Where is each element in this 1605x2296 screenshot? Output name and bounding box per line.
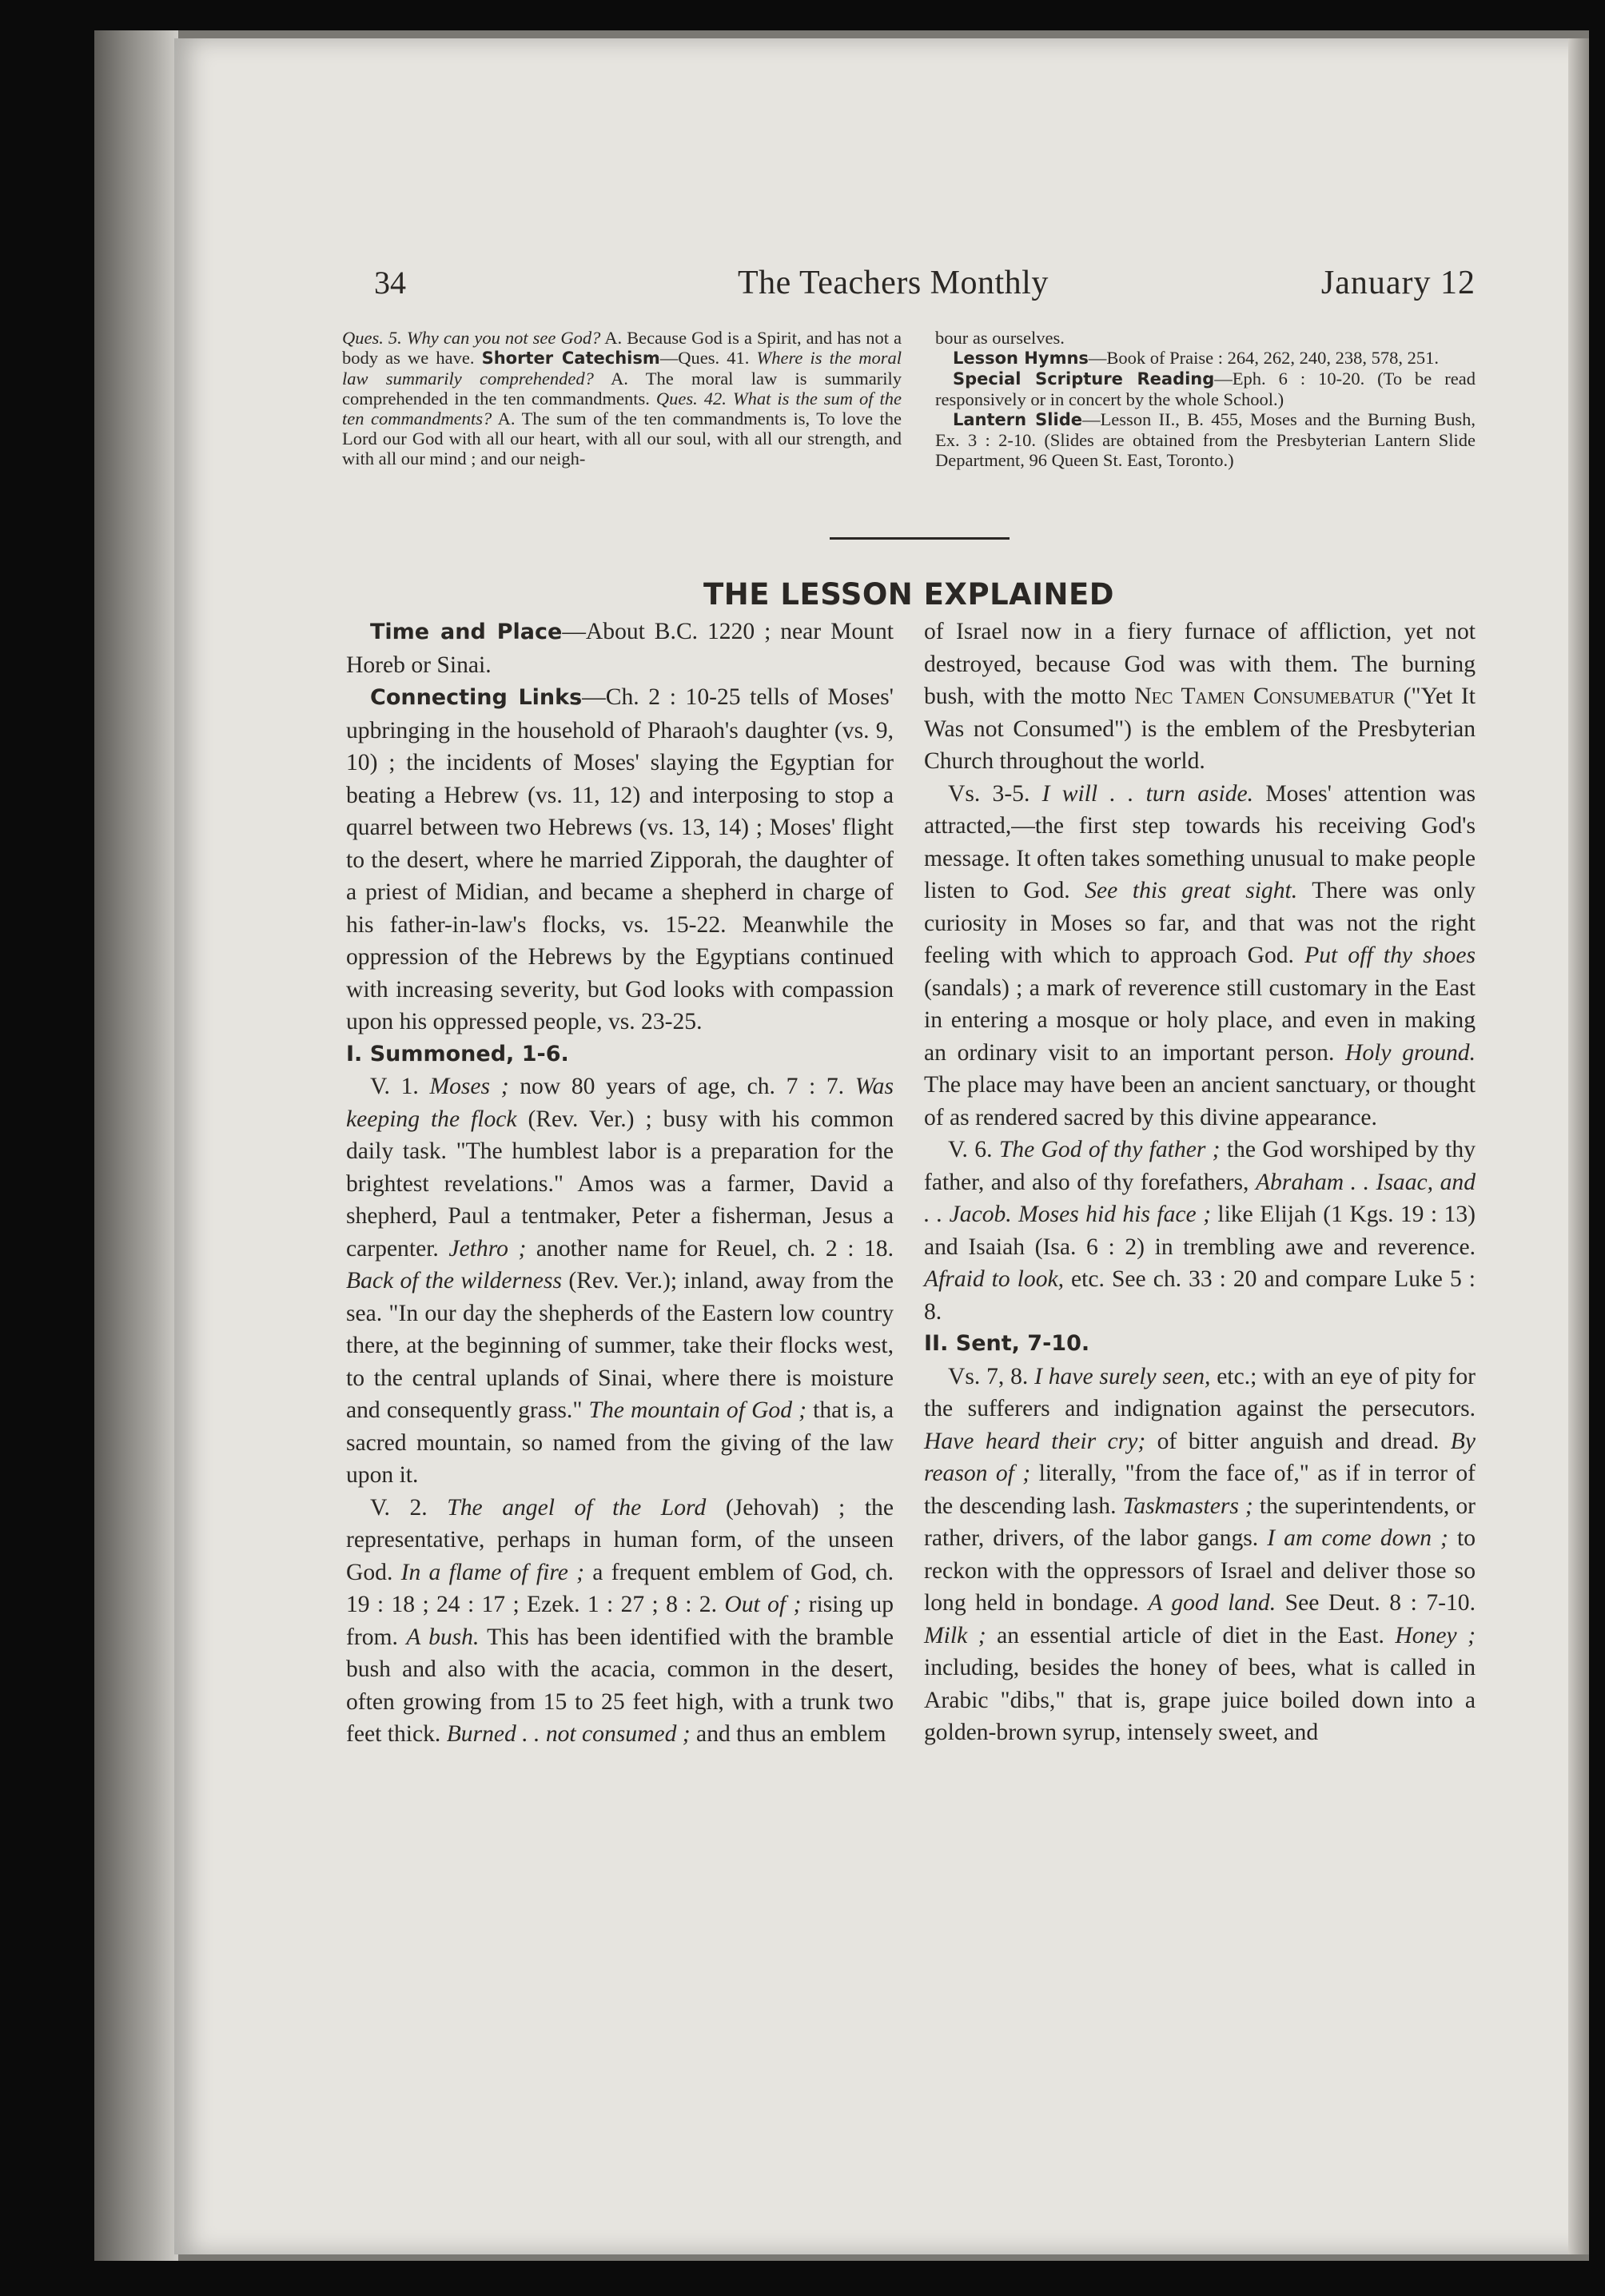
- text-run: Moses ;: [429, 1074, 509, 1099]
- text-run: another name for Reuel, ch. 2 : 18.: [526, 1235, 894, 1262]
- text-run: The mountain of God ;: [588, 1397, 806, 1423]
- lesson-left-column: [346, 616, 894, 1751]
- text-run: (Rev. Ver.) ; busy with his common daily task. "The humblest labor is a preparation for the brightest revelations." Amos was a farmer, David a shepherd, Paul a tentmaker, Peter a fisherman, Jesus a carpenter.: [346, 1106, 894, 1262]
- text-run: Burned . . not consumed ;: [446, 1721, 691, 1747]
- text-run: now 80 years of age, ch. 7 : 7.: [508, 1074, 855, 1099]
- text-run: This has been identified with the bramble bush and also with the acacia, common in the desert, often growing from 15 to 25 feet high, with a trunk two feet thick.: [346, 1624, 894, 1747]
- text-run: V. 1.: [370, 1074, 430, 1099]
- text-run: Have heard their cry;: [924, 1428, 1146, 1454]
- text-run: to reckon with the oppressors of Israel and deliver those so long held in bondage.: [924, 1525, 1476, 1616]
- text-run: The place may have been an ancient sanctuary, or thought of as rendered sacred by this divine appearance.: [924, 1072, 1476, 1130]
- magazine-title: The Teachers Monthly: [738, 265, 1049, 301]
- text-run: Back of the wilderness: [346, 1268, 562, 1293]
- text-run: Vs. 7, 8.: [948, 1363, 1035, 1389]
- verse-2-paragraph: [346, 1492, 894, 1751]
- time-and-place: [346, 616, 894, 681]
- q5-question: Ques. 5. Why can you not see God?: [342, 328, 601, 348]
- heading-sent: II. Sent, 7-10.: [924, 1331, 1090, 1356]
- text-run: an essential article of diet in the East.: [986, 1622, 1396, 1648]
- text-run: literally, "from the face of," as if in terror of the descending lash.: [924, 1461, 1476, 1519]
- reading-text: —Eph. 6 : 10-20. (To be read responsively or in concert by the whole School.): [935, 369, 1476, 409]
- text-run: See this great sight.: [1085, 878, 1298, 903]
- running-header: [342, 264, 1476, 320]
- text-run: etc.; with an eye of pity for the sufferers and indignation against the persecutors.: [924, 1363, 1476, 1421]
- section-title: THE LESSON EXPLAINED: [703, 577, 1114, 612]
- text-run: the superintendents, or rather, drivers, of the labor gangs.: [924, 1493, 1476, 1551]
- text-run: A good land.: [1148, 1590, 1276, 1616]
- text-run: In a flame of fire ;: [400, 1559, 585, 1585]
- text-run: Afraid to look,: [924, 1266, 1065, 1292]
- text-run: V. 2.: [370, 1494, 448, 1521]
- text-run: including, besides the honey of bees, what is called in Arabic "dibs," that is, grape juice boiled down into a golden-brown syrup, intensely sweet, and: [924, 1655, 1476, 1745]
- text-run: Vs. 3-5.: [948, 780, 1042, 807]
- text-run: (sandals) ; a mark of reverence still customary in the East in entering a mosque or holy place, and even in making an ordinary visit to an important person.: [924, 975, 1476, 1066]
- page-edge: [1568, 38, 1589, 2254]
- heading-summoned: I. Summoned, 1-6.: [346, 1041, 569, 1066]
- text-run: that is, a sacred mountain, so named from the giving of the law upon it.: [346, 1397, 894, 1488]
- reading-label: Special Scripture Reading: [953, 369, 1215, 389]
- text-run: Out of ;: [724, 1592, 802, 1617]
- links-text: —Ch. 2 : 10-25 tells of Moses' upbringing in the household of Pharaoh's daughter (vs. 9, 10) ; the incidents of Moses' slaying the Egyptian for beating a Hebrew (vs. 11, 12) and interposing to stop a quarrel between two Hebrews (vs. 13, 14) ; Moses' flight to the desert, where he married Zipporah, the daughter of a priest of Midian, and became a shepherd in charge of his father-in-law's flocks, vs. 15-22. Meanwhile the oppression of the Hebrews by the Egyptians continued with increasing severity, but God looks with compassion upon his oppressed people, vs. 23-25.: [346, 684, 894, 1034]
- text-run: Jethro ;: [448, 1235, 527, 1262]
- q41-answer: A. The moral law is summarily comprehended in the ten commandments.: [342, 369, 902, 409]
- text-run: The God of thy father ;: [998, 1137, 1221, 1162]
- text-run: A bush.: [406, 1624, 480, 1650]
- lantern-slide: [935, 409, 1476, 470]
- text-run: I will . . turn aside.: [1041, 780, 1254, 807]
- text-run: of Israel now in a fiery furnace of affliction, yet not destroyed, because God was with them. The burning bush, with the motto: [924, 619, 1476, 709]
- text-run: Was keeping the flock: [346, 1074, 894, 1132]
- text-run: The angel of the Lord: [447, 1494, 707, 1521]
- text-run: the God worshiped by thy father, and also of thy forefathers,: [924, 1137, 1476, 1195]
- links-label: Connecting Links: [370, 685, 583, 710]
- text-run: of bitter anguish and dread.: [1145, 1428, 1451, 1454]
- text-run: There was only curiosity in Moses so far, and that was not the right feeling with which to approach God.: [924, 878, 1476, 968]
- page-content: [342, 264, 1476, 1747]
- section-divider: [830, 537, 1010, 540]
- text-run: (Jehovah) ; the representative, perhaps in human form, of the unseen God.: [346, 1494, 894, 1585]
- continuation-text: bour as ourselves.: [935, 328, 1065, 348]
- text-run: Holy ground.: [1345, 1039, 1476, 1066]
- text-run: Put off thy shoes: [1304, 943, 1476, 968]
- verses-7-8-paragraph: [924, 1361, 1476, 1749]
- verse-6-paragraph: [924, 1134, 1476, 1328]
- lesson-right-column: [924, 616, 1476, 1749]
- text-run: Moses' attention was attracted,—the first step towards his receiving God's message. It often takes something unusual to make people listen to God.: [924, 780, 1476, 903]
- text-run: I am come down ;: [1267, 1525, 1448, 1551]
- q42-answer: A. The sum of the ten commandments is, To love the Lord our God with all our heart, with all our soul, with all our strength, and with all our mind ; and our neigh-: [342, 409, 902, 468]
- slide-label: Lantern Slide: [953, 410, 1082, 429]
- q41-intro: —Ques. 41.: [659, 348, 757, 368]
- text-run: I have surely seen,: [1034, 1363, 1211, 1389]
- slide-text: —Lesson II., B. 455, Moses and the Burning Bush, Ex. 3 : 2-10. (Slides are obtained from the Presbyterian Lantern Slide Department, 96 Queen St. East, Toronto.): [935, 409, 1476, 470]
- binding-edge: [94, 30, 178, 2261]
- issue-date: January 12: [1320, 265, 1476, 301]
- catechism-right-column: [935, 328, 1476, 470]
- text-run: See Deut. 8 : 7-10.: [1276, 1590, 1476, 1616]
- hymns-label: Lesson Hymns: [953, 349, 1089, 368]
- text-run: rising up from.: [346, 1592, 894, 1650]
- shorter-catechism-label: Shorter Catechism: [481, 349, 660, 368]
- page-number: 34: [374, 265, 406, 301]
- text-run: Milk ;: [924, 1622, 986, 1648]
- q5-answer: A. Because God is a Spirit, and has not a body as we have.: [342, 328, 902, 368]
- hymns-text: —Book of Praise : 264, 262, 240, 238, 578, 251.: [1088, 348, 1440, 368]
- text-run: V. 6.: [948, 1137, 999, 1162]
- text-run: Abraham . . Isaac, and . . Jacob. Moses hid his face ;: [924, 1169, 1476, 1227]
- q41-question: Where is the moral law summarily comprehended?: [342, 348, 902, 389]
- scripture-reading: [935, 369, 1476, 409]
- text-run: Taskmasters ;: [1122, 1493, 1253, 1519]
- lesson-hymns: [935, 348, 1476, 369]
- text-run: like Elijah (1 Kgs. 19 : 13) and Isaiah (Isa. 6 : 2) in trembling awe and reverence.: [924, 1202, 1476, 1260]
- text-run: (Rev. Ver.); inland, away from the sea. "In our day the shepherds of the Eastern low country there, at the beginning of summer, take their flocks west, to the central uplands of Sinai, where there is moisture and consequently grass.": [346, 1268, 894, 1423]
- connecting-links: [346, 681, 894, 1038]
- text-run: a frequent emblem of God, ch. 19 : 18 ; 24 : 17 ; Ezek. 1 : 27 ; 8 : 2.: [346, 1559, 894, 1617]
- text-run: ("Yet It Was not Consumed") is the emblem of the Presbyterian Church throughout the world.: [924, 684, 1476, 774]
- catechism-left-column: [342, 328, 902, 468]
- text-run: and thus an emblem: [690, 1721, 886, 1747]
- time-text: —About B.C. 1220 ; near Mount Horeb or Sinai.: [346, 619, 894, 678]
- latin-motto: Nec Tamen Consumebatur: [1134, 684, 1396, 709]
- q42-question: Ques. 42. What is the sum of the ten commandments?: [342, 389, 902, 429]
- text-run: Honey ;: [1395, 1622, 1476, 1648]
- verse-1-paragraph: [346, 1070, 894, 1492]
- verses-3-5-paragraph: [924, 778, 1476, 1134]
- time-label: Time and Place: [370, 620, 563, 644]
- continuation-paragraph: [924, 616, 1476, 778]
- catechism-paragraph: [342, 328, 902, 468]
- text-run: etc. See ch. 33 : 20 and compare Luke 5 : 8.: [924, 1266, 1476, 1325]
- text-run: By reason of ;: [924, 1428, 1476, 1486]
